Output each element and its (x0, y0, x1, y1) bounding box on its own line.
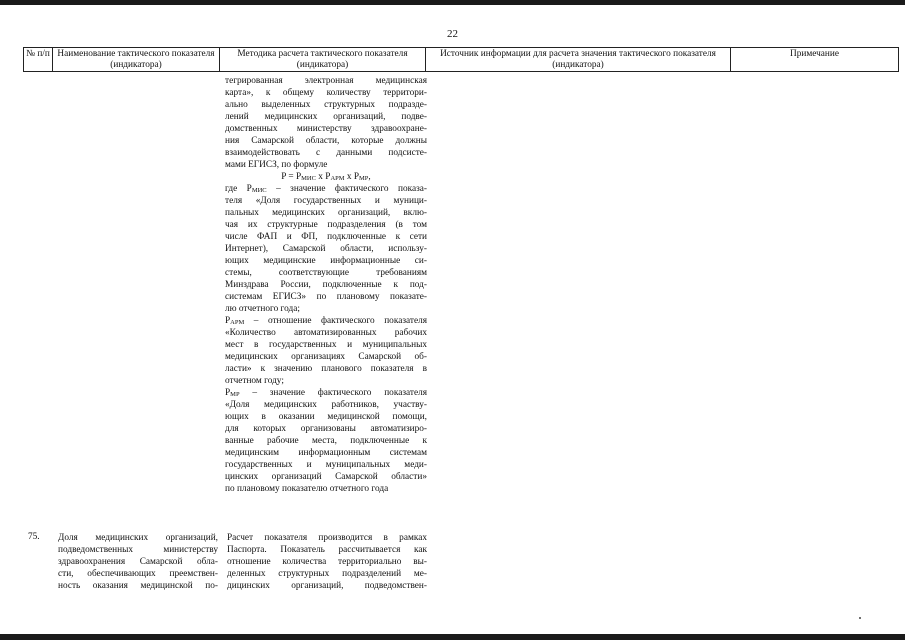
text-line: взаимодействовать с данными подсисте- (225, 148, 427, 158)
text-line: ласти» к значению планового показателя в (225, 364, 427, 374)
method-text-block-2 (225, 195, 427, 315)
p-arm-definition: $P_{АРМ}$ – отношение фактического показателя (225, 316, 427, 326)
text-line: системам ЕГИСЗ» по плановому показате- (225, 292, 427, 302)
header-col-source: Источник информации для расчета значения тактического показателя (индикатора) (426, 48, 731, 72)
text-line: Минздрава России, подключенные к под- (225, 280, 427, 290)
text-line: медицинским информационным системам (225, 448, 427, 458)
table-header (23, 47, 899, 72)
text-line: чая их структурные подразделения (в том (225, 220, 427, 230)
text-line: отношение количества территориально вы- (227, 557, 427, 567)
text-line: деленных структурных подразделений ме- (227, 569, 427, 579)
text-line: ющих медицинские информационные си- (225, 256, 427, 266)
header-col-name: Наименование тактического показателя (индикатора) (53, 48, 220, 72)
text-line: «Доля медицинских работников, участву- (225, 400, 427, 410)
p-mr-definition: $P_{МР}$ – значение фактического показателя (225, 388, 427, 398)
text-line: «Количество автоматизированных рабочих (225, 328, 427, 338)
text-line: Доля медицинских организаций, (58, 533, 218, 543)
method-text-block-3 (225, 327, 427, 387)
text-line: теля «Доля государственных и муници- (225, 196, 427, 206)
row-75-name (58, 532, 218, 592)
p-mis-definition: где $P_{МИС}$ – значение фактического показа- (225, 184, 428, 194)
text-line: тегрированная электронная медицинская (225, 76, 427, 86)
text-line: ванные рабочие места, подключенные к (225, 436, 427, 446)
text-line: отчетном году; (225, 376, 284, 386)
text-line: стемы, соответствующие требованиям (225, 268, 427, 278)
text-line: домственных министерству здравоохране- (225, 124, 427, 134)
text-line: ально выделенных структурных подразде- (225, 100, 427, 110)
text-line: карта», к общему количеству территори- (225, 88, 427, 98)
header-col-method: Методика расчета тактического показателя (индикатора) (220, 48, 426, 72)
header-col-note: Примечание (731, 48, 899, 72)
text-line: медицинских организациях Самарской об- (225, 352, 427, 362)
text-line: цинских организаций Самарской области» (225, 472, 427, 482)
bottom-border (0, 634, 905, 640)
row-75-method-lines (227, 532, 427, 592)
header-row (24, 48, 899, 72)
text-line: дицинских организаций, подведомствен- (227, 581, 427, 591)
text-line: сти, обеспечивающих преемствен- (58, 569, 218, 579)
text-line: мест в государственных и муниципальных (225, 340, 427, 350)
text-line: лю отчетного года; (225, 304, 300, 314)
method-continued (225, 75, 427, 495)
text-line: подведомственных министерству (58, 545, 218, 555)
method-text-block-4 (225, 399, 427, 495)
method-text-block-1 (225, 75, 427, 171)
scan-speck (859, 617, 861, 619)
text-line: ность оказания медицинской по- (58, 581, 218, 591)
formula: $P = P_{МИС}$ x $P_{АРМ}$ x $P_{МР}$, (281, 172, 371, 182)
top-border (0, 0, 905, 5)
text-line: Паспорта. Показатель рассчитывается как (227, 545, 427, 555)
text-line: лений медицинских организаций, подве- (225, 112, 427, 122)
text-line: числе ФАП и ФП, подключенные к сети (225, 232, 427, 242)
text-line: мами ЕГИСЗ, по формуле (225, 160, 328, 170)
page-number: 22 (447, 28, 458, 40)
text-line: по плановому показателю отчетного года (225, 484, 389, 494)
text-line: ния Самарской области, которые должны (225, 136, 427, 146)
text-line: для которых организованы автоматизиро- (225, 424, 427, 434)
row-75-name-lines (58, 532, 218, 592)
text-line: ющих в оказании медицинской помощи, (225, 412, 427, 422)
row-75-method (227, 532, 427, 592)
text-line: Интернет), Самарской области, использу- (225, 244, 427, 254)
row-75-number: 75. (28, 532, 40, 542)
header-col-number: № п/п (24, 48, 53, 72)
text-line: пальных медицинских организаций, вклю- (225, 208, 427, 218)
text-line: Расчет показателя производится в рамках (227, 533, 427, 543)
text-line: государственных и муниципальных меди- (225, 460, 427, 470)
text-line: здравоохранения Самарской обла- (58, 557, 218, 567)
